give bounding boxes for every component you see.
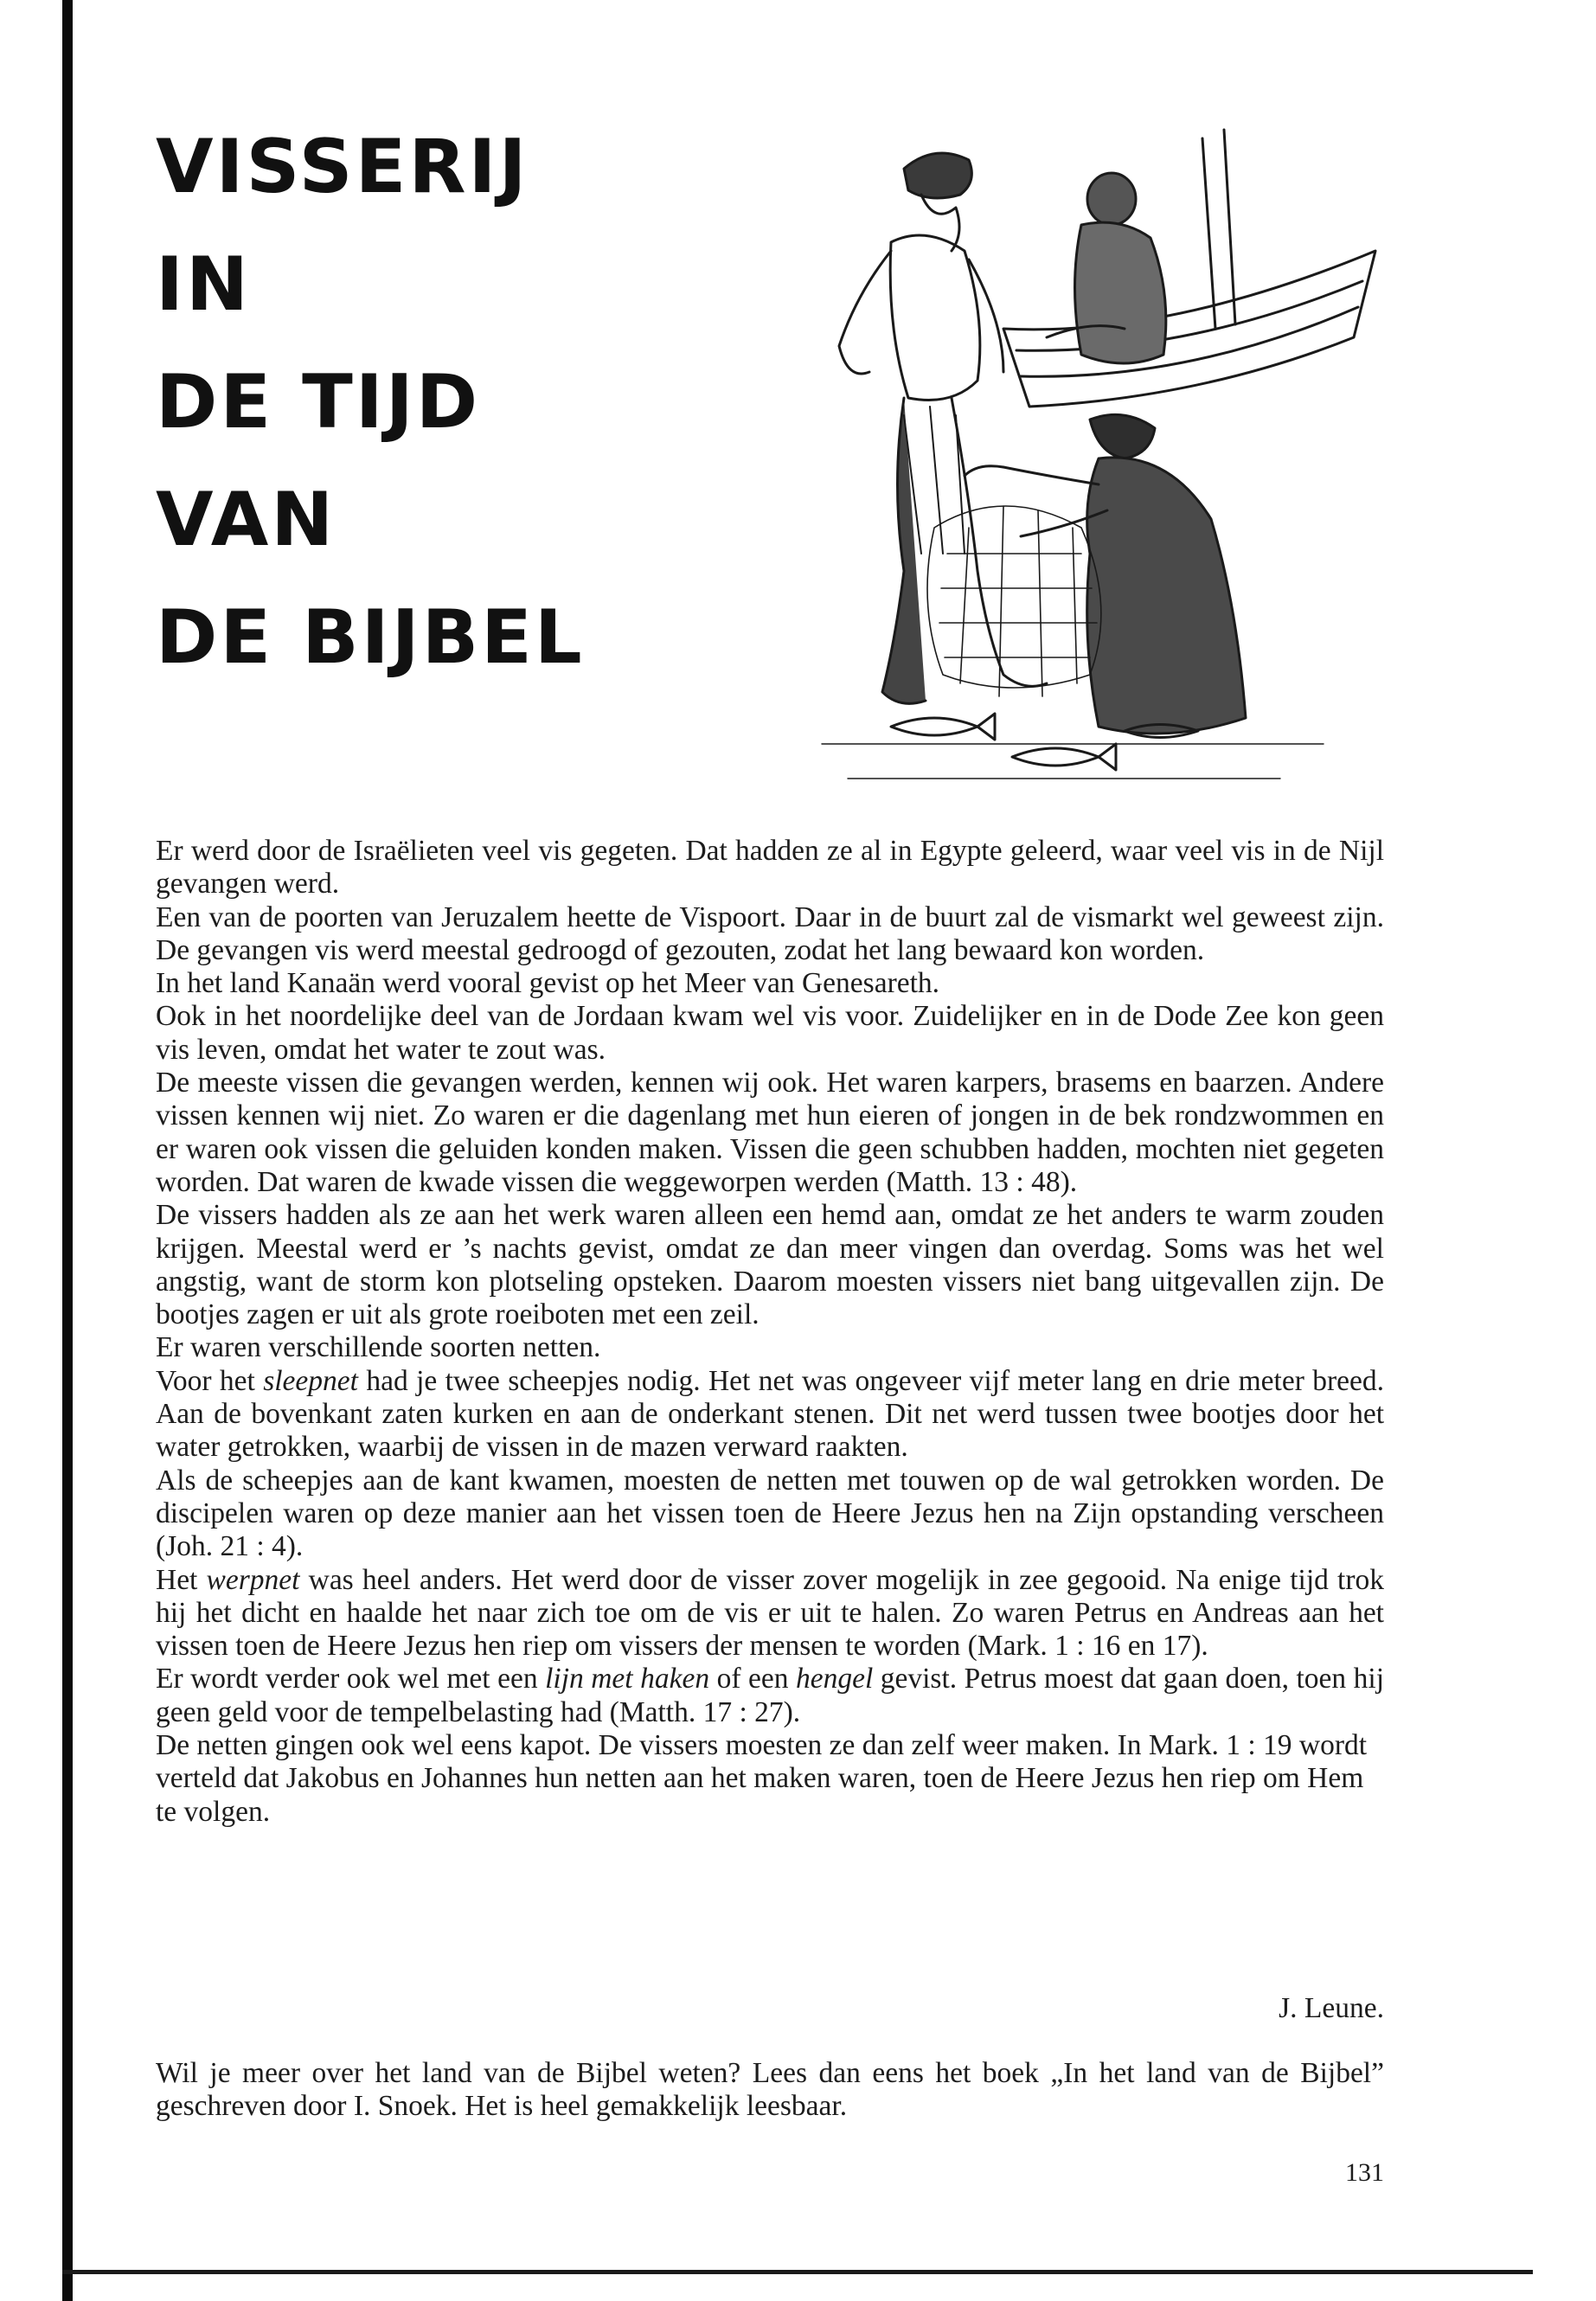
bottom-rule (62, 2270, 1533, 2274)
p8-term-sleepnet: sleepnet (263, 1364, 358, 1397)
paragraph-1: Er werd door de Israëlieten veel vis gegeten. Dat hadden ze al in Egypte geleerd, waar veel vis in de Nijl gevangen werd. (156, 835, 1384, 901)
page-number: 131 (1345, 2158, 1384, 2187)
reading-tip (156, 2057, 1384, 2124)
p8-text-b: had je twee scheepjes nodig. Het net was ongeveer vijf meter lang en drie meter breed. Aan de bovenkant zaten kurken en aan de onderkant stenen. Dit net werd tussen twee bootjes door het water getrokken, waarbij de vissen in de mazen verward raakten. (156, 1364, 1384, 1464)
title-line-1: VISSERIJ (156, 124, 529, 210)
p10-term-werpnet: werpnet (206, 1563, 300, 1596)
fish-on-ground (822, 714, 1324, 779)
fishermen-illustration (718, 121, 1393, 813)
title-line-4: VAN (156, 477, 337, 563)
paragraph-6: De vissers hadden als ze aan het werk waren alleen een hemd aan, omdat ze het anders te warm zouden krijgen. Meestal werd er ’s nachts gevist, omdat ze dan meer vingen dan overdag. Soms was het wel angstig, want de storm kon plotseling opsteken. Daarom moesten vissers niet bang uitgevallen zijn. De bootjes zagen er uit als grote roeiboten met een zeil. (156, 1199, 1384, 1331)
paragraph-11 (156, 1663, 1384, 1729)
author-signature: J. Leune. (1279, 1992, 1384, 2024)
p11-text-c: gevist. Petrus moest dat gaan doen, toen hij geen geld voor de tempelbelasting had (Matth. 17 : 27). (156, 1663, 1385, 1728)
page-title (156, 108, 585, 696)
reading-tip-text: Wil je meer over het land van de Bijbel weten? Lees dan eens het boek „In het land van de Bijbel” geschreven door I. Snoek. Het is heel gemakkelijk leesbaar. (156, 2057, 1384, 2123)
seated-figure (1047, 173, 1166, 363)
p11-text-a: Er wordt verder ook wel met een (156, 1663, 546, 1695)
left-margin-rule (62, 0, 73, 2301)
p11-term-lijn-met-haken: lijn met haken (545, 1663, 710, 1695)
title-line-3: DE TIJD (156, 359, 481, 445)
fishing-net (927, 506, 1101, 696)
kneeling-fisherman (965, 414, 1246, 734)
title-line-2: IN (156, 241, 251, 328)
paragraph-7: Er waren verschillende soorten netten. (156, 1331, 601, 1364)
boat-hull (1003, 130, 1375, 407)
p10-text-b: was heel anders. Het werd door de visser zover mogelijk in zee gegooid. Na enige tijd trok hij het dicht en haalde het naar zich toe om de vis er uit te halen. Zo waren Petrus en Andreas aan het vissen toen de Heere Jezus hen riep om vissers der mensen te worden (Mark. 1 : 16 en 17). (156, 1563, 1384, 1663)
article-body (156, 835, 1384, 1829)
paragraph-3: In het land Kanaän werd vooral gevist op het Meer van Genesareth. (156, 967, 940, 1000)
paragraph-8 (156, 1365, 1384, 1465)
p10-text-a: Het (156, 1563, 207, 1596)
paragraph-9: Als de scheepjes aan de kant kwamen, moesten de netten met touwen op de wal getrokken worden. De discipelen waren op deze manier aan het vissen toen de Heere Jezus hen na Zijn opstanding verscheen (Joh. 21 : 4). (156, 1464, 1384, 1563)
standing-fisherman (839, 153, 1047, 703)
paragraph-12: De netten gingen ook wel eens kapot. De vissers moesten ze dan zelf weer maken. In Mark. 1 : 19 wordt verteld dat Jakobus en Johannes hun netten aan het maken waren, toen de Heere Jezus hen riep om Hem te volgen. (156, 1729, 1368, 1828)
p11-text-b: of een (709, 1663, 796, 1695)
title-line-5: DE BIJBEL (156, 594, 585, 681)
paragraph-4: Ook in het noordelijke deel van de Jordaan kwam wel vis voor. Zuidelijker en in de Dode Zee kon geen vis leven, omdat het water te zout was. (156, 1000, 1384, 1066)
p8-text-a: Voor het (156, 1364, 264, 1397)
p11-term-hengel: hengel (795, 1663, 874, 1695)
paragraph-10 (156, 1564, 1384, 1663)
paragraph-5: De meeste vissen die gevangen werden, kennen wij ook. Het waren karpers, brasems en baarzen. Andere vissen kennen wij niet. Zo waren er die dagenlang met hun eieren of jongen in de bek rondzwommen en er waren ook vissen die geluiden konden maken. Vissen die geen schubben hadden, mochten niet gegeten worden. Dat waren de kwade vissen die weggeworpen werden (Matth. 13 : 48). (156, 1067, 1384, 1198)
paragraph-2: Een van de poorten van Jeruzalem heette de Vispoort. Daar in de buurt zal de vismarkt wel geweest zijn. De gevangen vis werd meestal gedroogd of gezouten, zodat het lang bewaard kon worden. (156, 901, 1384, 966)
